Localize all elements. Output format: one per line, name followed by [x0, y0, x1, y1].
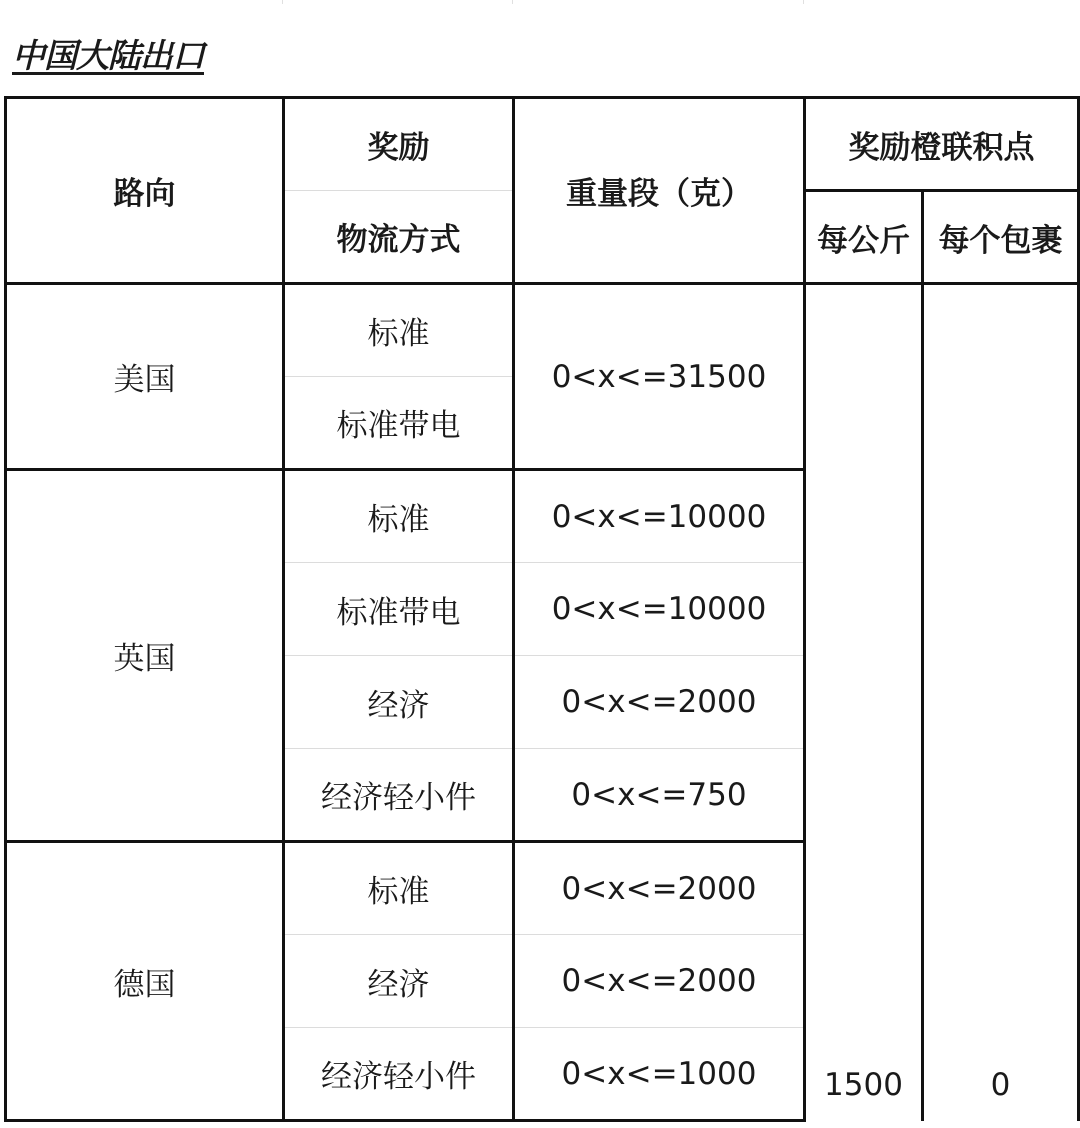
method-cell: 标准 [284, 842, 514, 935]
weight-cell: 0<x<=2000 [514, 935, 805, 1028]
header-logistics: 物流方式 [284, 191, 514, 284]
weight-cell: 0<x<=10000 [514, 563, 805, 656]
per-kg-cell: 1500 [805, 284, 923, 1121]
method-cell: 标准带电 [284, 377, 514, 470]
method-cell: 经济 [284, 935, 514, 1028]
table-header-row [6, 98, 1079, 191]
route-cell: 美国 [6, 284, 284, 470]
method-cell: 标准 [284, 470, 514, 563]
weight-cell: 0<x<=2000 [514, 842, 805, 935]
header-reward: 奖励 [284, 98, 514, 191]
method-cell: 经济 [284, 656, 514, 749]
route-cell: 英国 [6, 470, 284, 842]
method-cell: 经济轻小件 [284, 749, 514, 842]
scroll-tick [803, 0, 804, 4]
per-parcel-cell: 0 [923, 284, 1079, 1121]
route-cell: 德国 [6, 842, 284, 1121]
header-per-parcel: 每个包裹 [923, 191, 1079, 284]
rewards-table [4, 96, 1080, 1122]
header-per-kg: 每公斤 [805, 191, 923, 284]
header-weight: 重量段（克） [514, 98, 805, 284]
weight-cell: 0<x<=750 [514, 749, 805, 842]
scroll-tick [512, 0, 513, 4]
weight-cell: 0<x<=1000 [514, 1028, 805, 1121]
method-cell: 经济轻小件 [284, 1028, 514, 1121]
header-points: 奖励橙联积点 [805, 98, 1079, 191]
weight-cell: 0<x<=10000 [514, 470, 805, 563]
table-row [6, 284, 1079, 377]
scroll-tick [282, 0, 283, 4]
weight-cell: 0<x<=2000 [514, 656, 805, 749]
page-title: 中国大陆出口 [12, 36, 204, 75]
weight-cell: 0<x<=31500 [514, 284, 805, 470]
method-cell: 标准 [284, 284, 514, 377]
method-cell: 标准带电 [284, 563, 514, 656]
header-route: 路向 [6, 98, 284, 284]
